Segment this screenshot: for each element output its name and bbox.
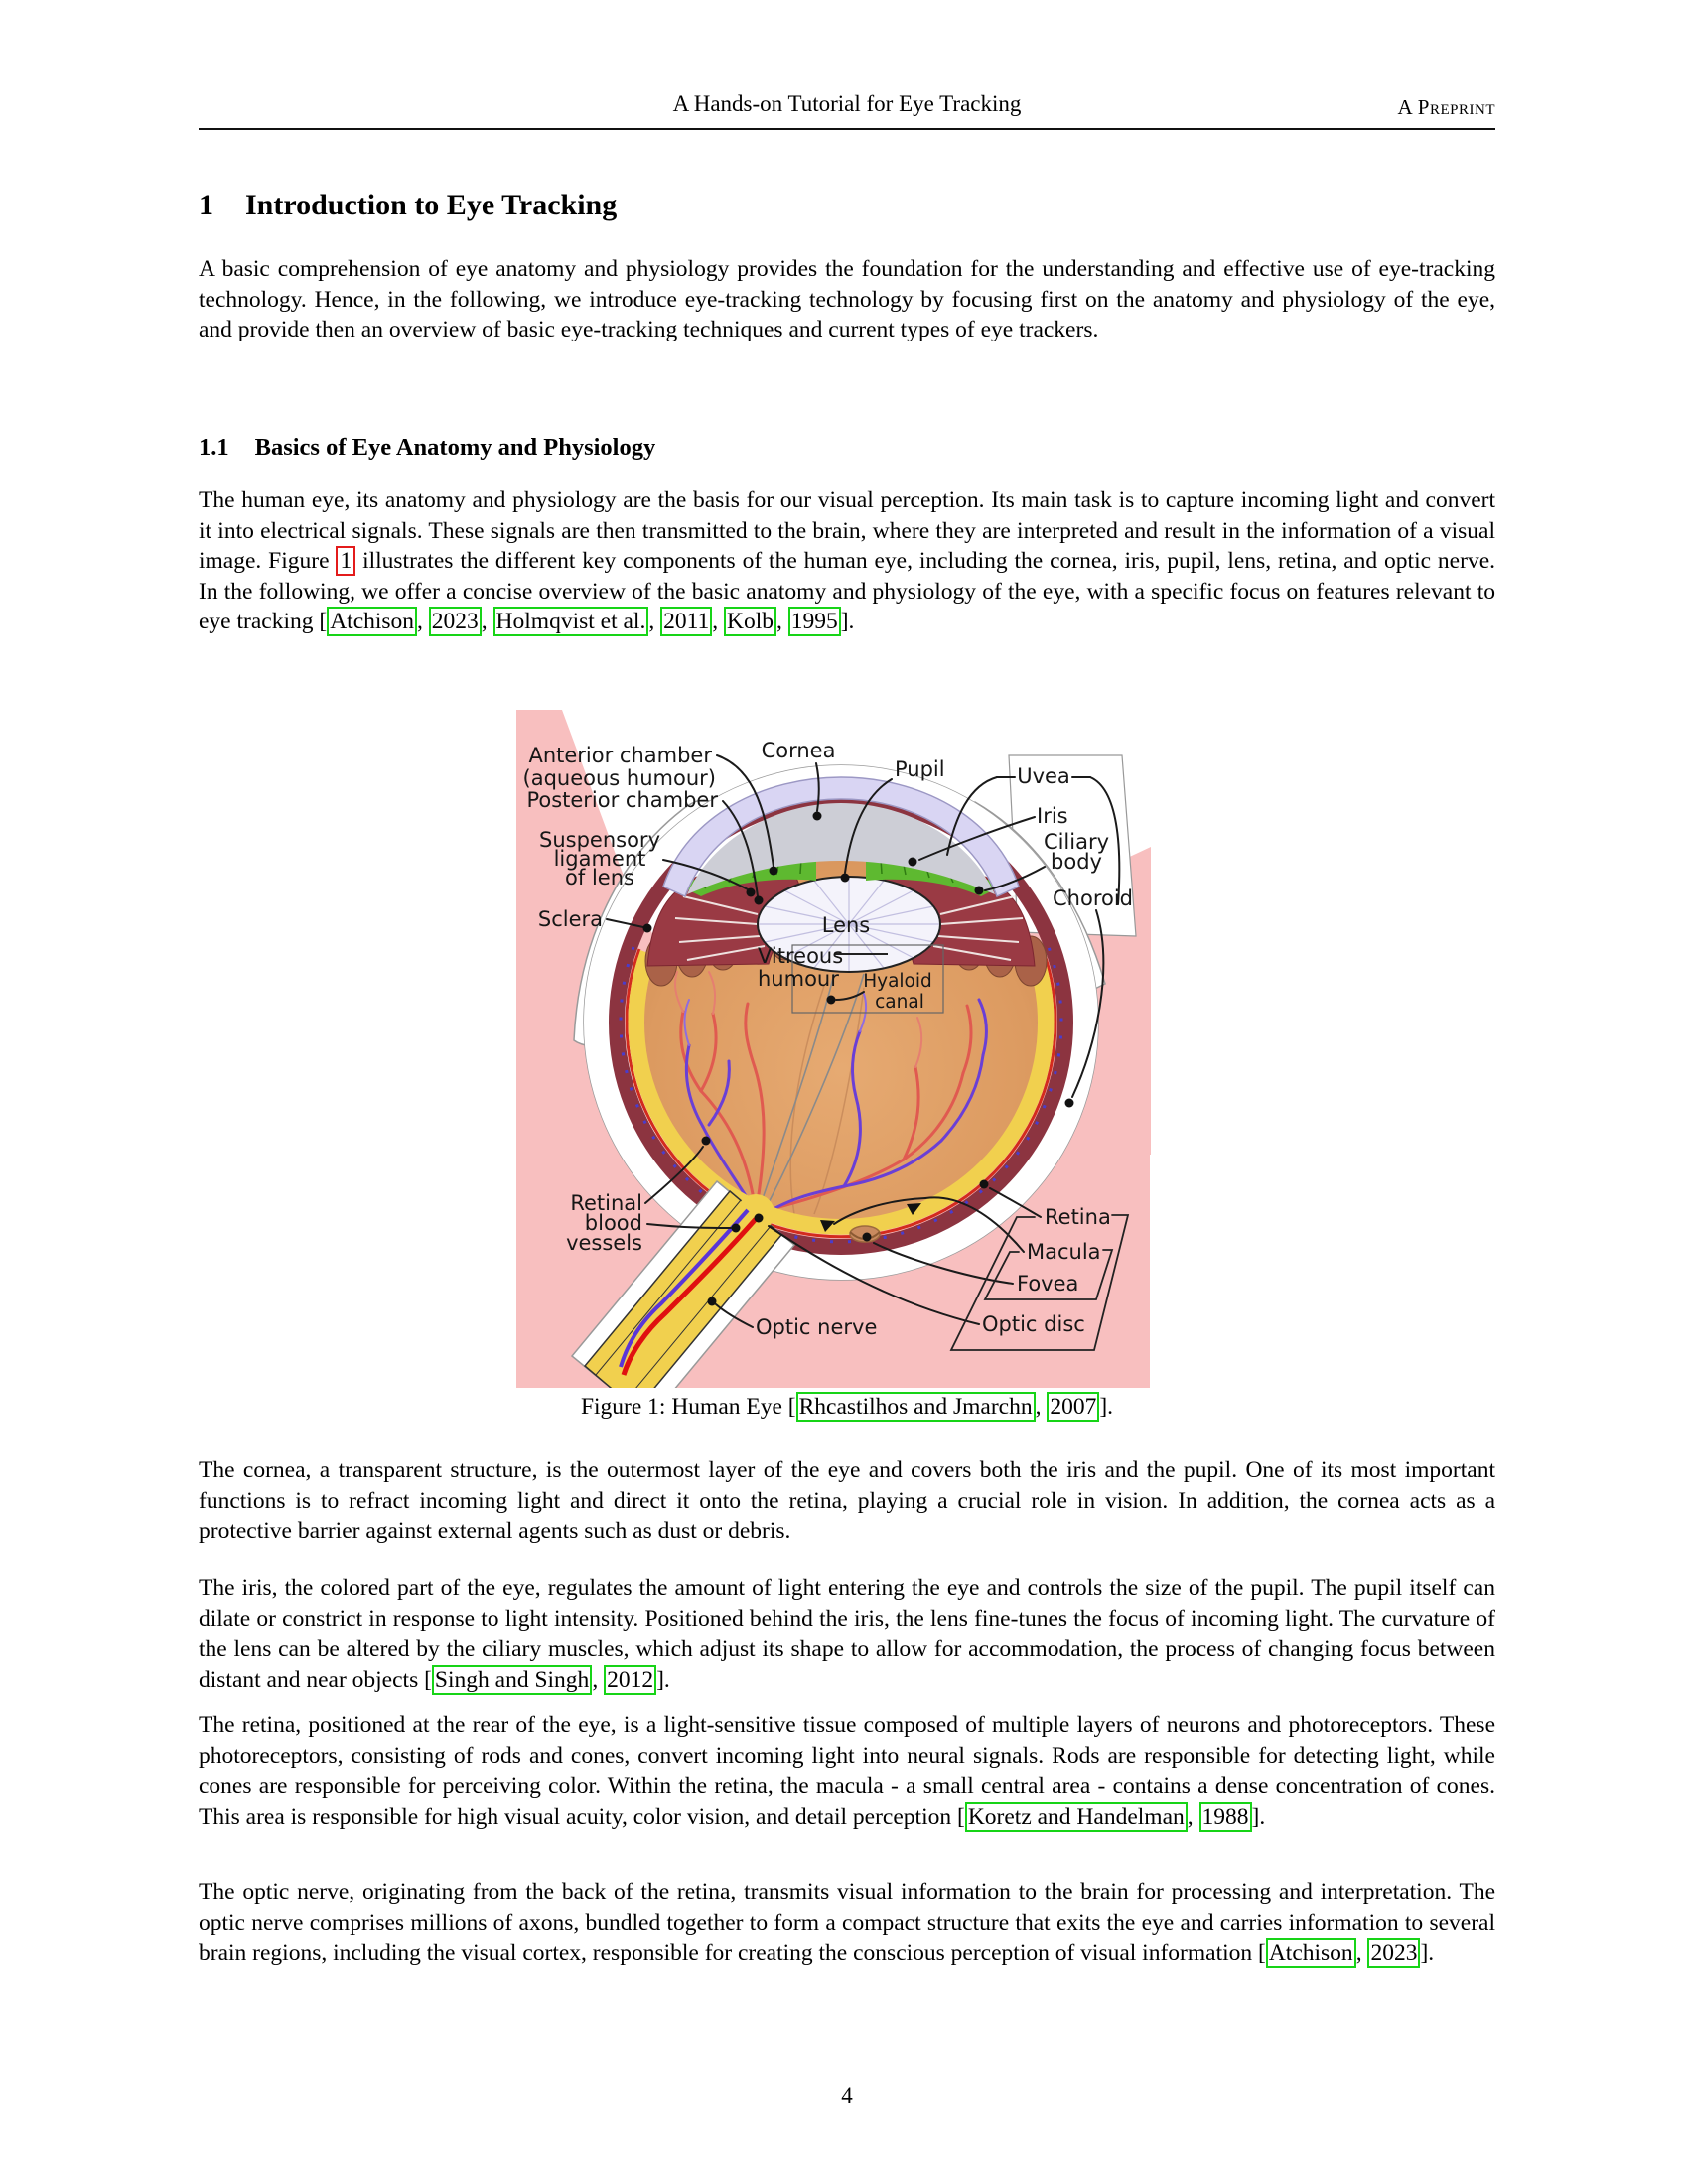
label-suspensory-2: ligament xyxy=(553,847,646,871)
header-rule xyxy=(199,128,1495,130)
label-ciliary-body-2: body xyxy=(1051,850,1102,874)
paragraph-optic-nerve: The optic nerve, originating from the back of the retina, transmits visual information to the brain for processing and interpretation. The optic nerve comprises millions of axons, bundled together to form a compact structure that exits the eye and carries information to several brain regions, including the visual cortex, responsible for creating the conscious perception of visual information [ Atchison , 2023 ]. xyxy=(199,1879,1495,1967)
paragraph-cornea: The cornea, a transparent structure, is the outermost layer of the eye and covers both the iris and the pupil. One of its most important functions is to refract incoming light and direct it onto the retina, playing a crucial role in vision. In addition, the cornea acts as a protective barrier against external agents such as dust or debris. xyxy=(199,1457,1495,1545)
label-retinal-3: vessels xyxy=(566,1231,642,1255)
label-hyaloid-1: Hyaloid xyxy=(863,971,932,992)
label-optic-disc: Optic disc xyxy=(982,1312,1085,1336)
label-retina: Retina xyxy=(1045,1205,1111,1229)
citation-link[interactable]: Koretz and Handelman xyxy=(965,1802,1188,1832)
preprint-badge: A Preprint xyxy=(1397,95,1495,119)
paragraph-retina: The retina, positioned at the rear of the eye, is a light-sensitive tissue composed of multiple layers of neurons and photoreceptors. These photoreceptors, consisting of rods and cones, convert incoming light into neural signals. Rods are responsible for detecting light, while cones are responsible for perceiving color. Within the retina, the macula - a small central area - contains a dense concentration of cones. This area is responsible for high visual acuity, color vision, and detail perception [ Koretz and Handelman , 1988 ]. xyxy=(199,1712,1495,1830)
running-title: A Hands-on Tutorial for Eye Tracking xyxy=(672,91,1022,116)
label-pupil: Pupil xyxy=(895,757,945,781)
citation-link[interactable]: Kolb xyxy=(724,607,776,636)
figure-caption: Figure 1: Human Eye [ Rhcastilhos and Jmarchn , 2007 ]. xyxy=(580,1394,1114,1420)
label-suspensory-3: of lens xyxy=(565,866,634,889)
section-number: 1 xyxy=(199,189,213,221)
paragraph-iris: The iris, the colored part of the eye, regulates the amount of light entering the eye and controls the size of the pupil. The pupil itself can dilate or constrict in response to light intensity. Positioned behind the iris, the lens fine-tunes the focus of incoming light. The curvature of the lens can be altered by the ciliary muscles, which adjust its shape to allow for accommodation, the process of changing focus between distant and near objects [ Singh and Singh , 2012 ]. xyxy=(199,1575,1495,1693)
paragraph-intro: A basic comprehension of eye anatomy and physiology provides the foundation for the understanding and effective use of eye-tracking technology. Hence, in the following, we introduce eye-tracking technology by focusing first on the anatomy and physiology of the eye, and provide then an overview of basic eye-tracking techniques and current types of eye trackers. xyxy=(199,256,1495,343)
eye-diagram xyxy=(367,698,1152,1388)
paragraph-anatomy-overview: The human eye, its anatomy and physiology are the basis for our visual perception. Its main task is to capture incoming light and convert it into electrical signals. These signals are then transmitted to the brain, where they are interpreted and result in the information of a visual image. Figure 1 illustrates the different key components of the human eye, including the cornea, iris, pupil, lens, retina, and optic nerve. In the following, we offer a concise overview of the basic anatomy and physiology of the eye, with a specific focus on features relevant to eye tracking [ Atchison , 2023 , Holmqvist et al. , 2011 , Kolb , 1995 ]. xyxy=(199,487,1495,635)
citation-link[interactable]: Atchison xyxy=(327,607,417,636)
figure-human-eye xyxy=(367,698,1152,1388)
section-title: Introduction to Eye Tracking xyxy=(245,189,618,221)
label-vitreous-1: Vitreous xyxy=(758,944,844,968)
citation-link[interactable]: 2023 xyxy=(1367,1938,1420,1968)
label-vitreous-2: humour xyxy=(758,967,839,991)
label-anterior-chamber: Anterior chamber xyxy=(528,744,712,767)
label-uvea: Uvea xyxy=(1017,764,1070,788)
citation-link[interactable]: 1995 xyxy=(788,607,841,636)
citation-link[interactable]: 2012 xyxy=(604,1665,656,1695)
label-iris: Iris xyxy=(1037,804,1068,828)
label-fovea: Fovea xyxy=(1017,1272,1079,1296)
citation-link[interactable]: Rhcastilhos and Jmarchn xyxy=(796,1392,1036,1422)
label-retinal-1: Retinal xyxy=(570,1191,642,1215)
citation-link[interactable]: 1988 xyxy=(1199,1802,1252,1832)
citation-link[interactable]: 2007 xyxy=(1047,1392,1099,1422)
label-retinal-2: blood xyxy=(584,1211,642,1235)
label-cornea: Cornea xyxy=(761,739,836,762)
label-posterior-chamber: Posterior chamber xyxy=(526,788,718,812)
label-sclera: Sclera xyxy=(537,907,603,931)
label-hyaloid-2: canal xyxy=(875,992,924,1013)
citation-link[interactable]: Singh and Singh xyxy=(432,1665,592,1695)
page-number: 4 xyxy=(841,2083,853,2108)
section-heading-1-1 xyxy=(199,434,1495,462)
section-heading-1 xyxy=(199,189,1495,222)
label-optic-nerve: Optic nerve xyxy=(756,1315,878,1339)
label-lens: Lens xyxy=(821,913,871,937)
citation-link[interactable]: Atchison xyxy=(1266,1938,1356,1968)
subsection-number: 1.1 xyxy=(199,434,229,461)
citation-link[interactable]: 2011 xyxy=(660,607,712,636)
label-choroid: Choroid xyxy=(1053,887,1134,910)
label-macula: Macula xyxy=(1027,1240,1101,1264)
subsection-title: Basics of Eye Anatomy and Physiology xyxy=(254,434,656,461)
label-ciliary-body-1: Ciliary xyxy=(1043,830,1110,854)
label-aqueous-humour: (aqueous humour) xyxy=(522,766,716,790)
citation-link[interactable]: 2023 xyxy=(429,607,482,636)
citation-link[interactable]: Holmqvist et al. xyxy=(493,607,649,636)
label-suspensory-1: Suspensory xyxy=(539,828,660,852)
figure-ref-link[interactable]: 1 xyxy=(336,546,355,576)
